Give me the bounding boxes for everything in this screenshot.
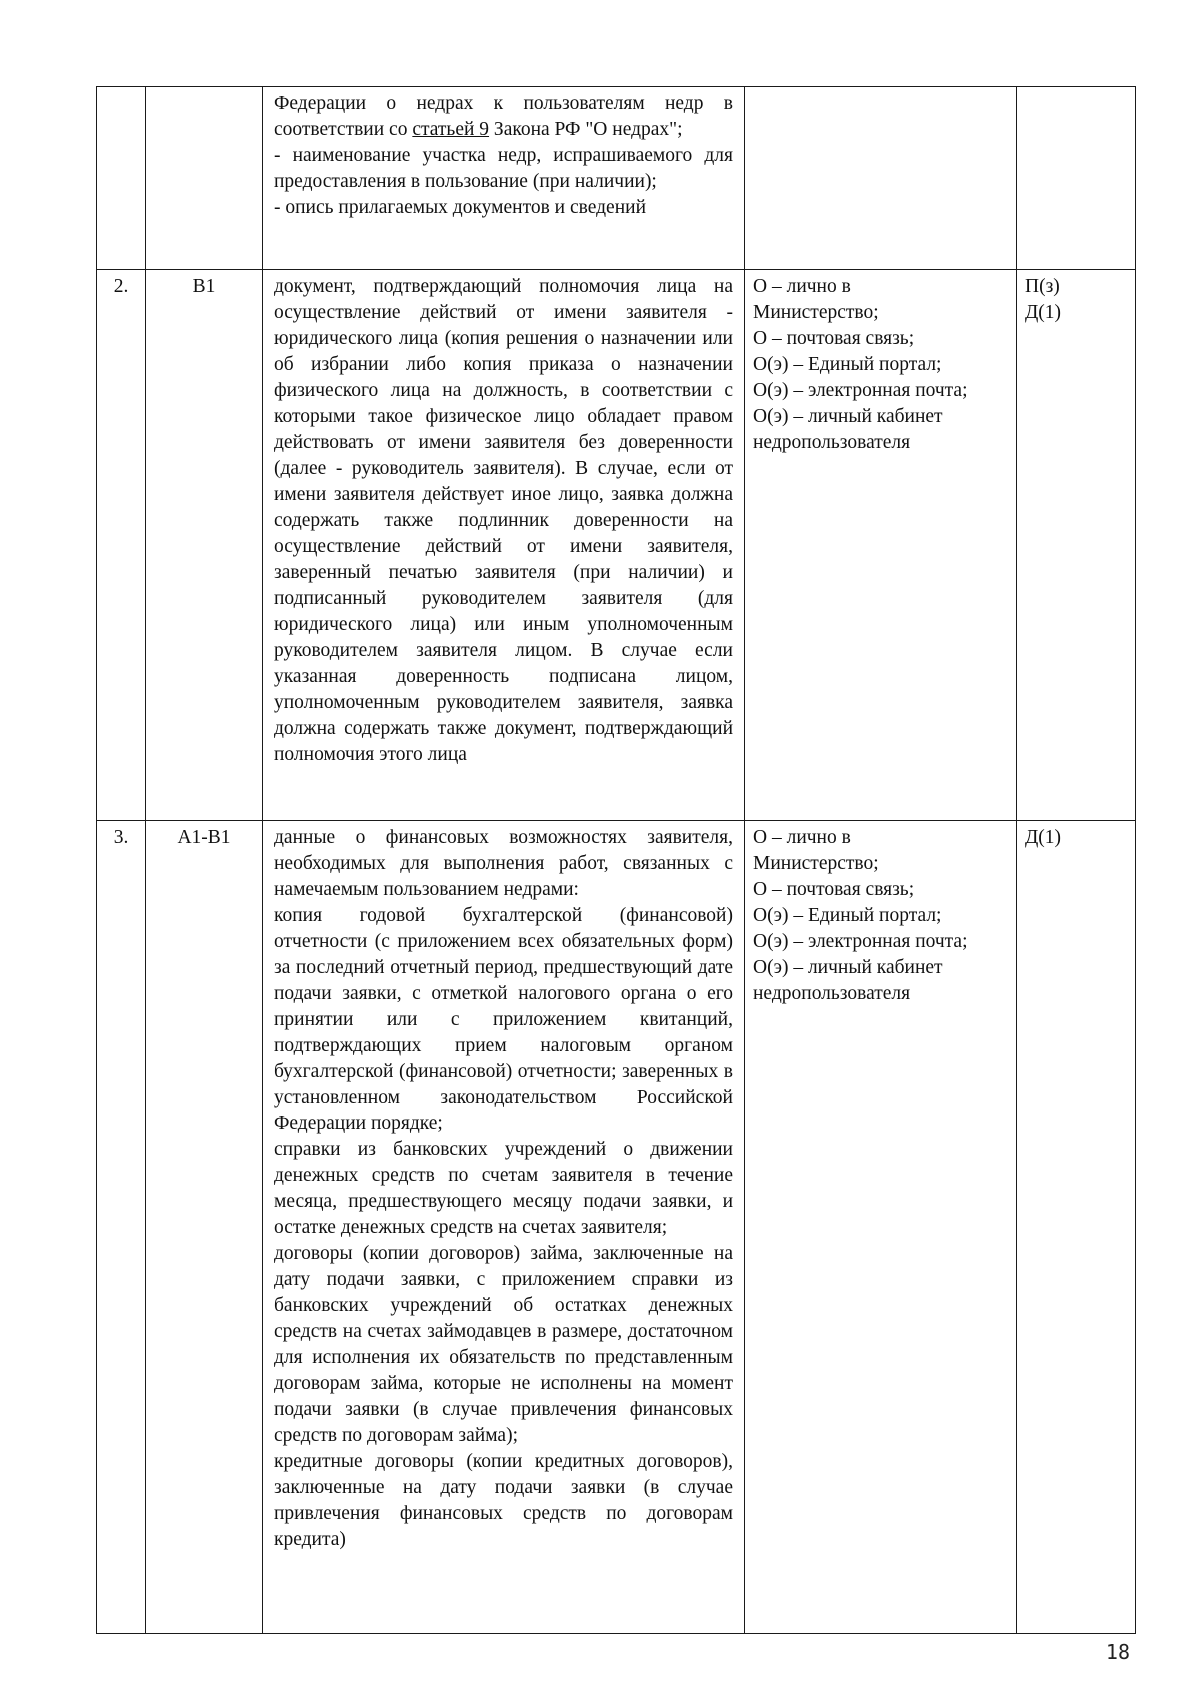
row-code-cell: В1 <box>146 270 263 821</box>
page-number: 18 <box>1105 1640 1130 1664</box>
method-line: О(э) – личный кабинет <box>753 957 943 978</box>
description-paragraph: договоры (копии договоров) займа, заключенные на дату подачи заявки, с приложением справки из банковских учреждений об остатках денежных средств на счетах займодавцев в размере, достаточном для исполнения их обязательств по представленным договорам займа, которые не исполнены на момент подачи заявки (в случае привлечения финансовых средств по договорам займа); <box>274 1243 733 1446</box>
submission-method-cell <box>745 821 1017 1634</box>
method-line: О(э) – Единый портал; <box>753 905 942 926</box>
method-line: О – лично в <box>753 276 851 297</box>
form-code: Д(1) <box>1025 827 1062 848</box>
description-paragraph: копия годовой бухгалтерской (финансовой) отчетности (с приложением всех обязательных форм) за последний отчетный период, предшествующий дате подачи заявки, с отметкой налогового органа о его принятии или с приложением квитанций, подтверждающих прием налоговым органом бухгалтерской (финансовой) отчетности; заверенных в установленном законодательством Российской Федерации порядке; <box>274 905 733 1134</box>
method-line: О(э) – личный кабинет <box>753 406 943 427</box>
method-line: О(э) – электронная почта; <box>753 931 968 952</box>
form-code: Д(1) <box>1025 302 1062 323</box>
description-item: - наименование участка недр, испрашиваемого для предоставления в пользование (при наличии); <box>274 145 733 192</box>
form-code: П(з) <box>1025 276 1060 297</box>
method-line: О(э) – электронная почта; <box>753 380 968 401</box>
method-line: О – лично в <box>753 827 851 848</box>
submission-method-cell <box>745 270 1017 821</box>
document-form-cell <box>1017 821 1136 1634</box>
description-text: Закона РФ "О недрах"; <box>489 119 683 140</box>
method-line: Министерство; <box>753 853 879 874</box>
document-table <box>96 86 1136 1634</box>
table-row <box>97 270 1136 821</box>
row-description-cell <box>263 270 745 821</box>
description-text: Федерации о недрах к пользователям недр в соответствии со <box>274 93 733 140</box>
method-line: О(э) – Единый портал; <box>753 354 942 375</box>
row-description-cell <box>263 821 745 1634</box>
method-line: Министерство; <box>753 302 879 323</box>
submission-method-cell <box>745 87 1017 270</box>
table-row <box>97 821 1136 1634</box>
method-line: О – почтовая связь; <box>753 328 915 349</box>
row-code-cell: А1-В1 <box>146 821 263 1634</box>
method-line: недропользователя <box>753 432 911 453</box>
document-form-cell <box>1017 270 1136 821</box>
description-paragraph: кредитные договоры (копии кредитных договоров), заключенные на дату подачи заявки (в случае привлечения финансовых средств по договорам кредита) <box>274 1451 733 1550</box>
row-number-cell: 2. <box>97 270 146 821</box>
description-item: - опись прилагаемых документов и сведений <box>274 197 647 218</box>
row-description-cell <box>263 87 745 270</box>
description-text: документ, подтверждающий полномочия лица на осуществление действий от имени заявителя - юридического лица (копия решения о назначении или об избрании либо копия приказа о назначении физического лица на должность, в соответствии с которыми такое физическое лицо обладает правом действовать от имени заявителя без доверенности (далее - руководитель заявителя). В случае, если от имени заявителя действует иное лицо, заявка должна содержать также подлинник доверенности на осуществление действий от имени заявителя, заверенный печатью заявителя (при наличии) и подписанный руководителем заявителя (для юридического лица) или иным уполномоченным руководителем заявителя лицом. В случае если указанная доверенность подписана лицом, уполномоченным руководителем заявителя, заявка должна содержать также документ, подтверждающий полномочия этого лица <box>274 276 733 765</box>
description-paragraph: данные о финансовых возможностях заявителя, необходимых для выполнения работ, связанных с намечаемым пользованием недрами: <box>274 827 733 900</box>
row-number-cell <box>97 87 146 270</box>
description-paragraph: справки из банковских учреждений о движении денежных средств по счетам заявителя в течение месяца, предшествующего месяцу подачи заявки, и остатке денежных средств на счетах заявителя; <box>274 1139 733 1238</box>
law-article-link[interactable]: статьей 9 <box>412 119 490 140</box>
method-line: О – почтовая связь; <box>753 879 915 900</box>
table-row-continued <box>97 87 1136 270</box>
row-number-cell: 3. <box>97 821 146 1634</box>
document-form-cell <box>1017 87 1136 270</box>
row-code-cell <box>146 87 263 270</box>
method-line: недропользователя <box>753 983 911 1004</box>
